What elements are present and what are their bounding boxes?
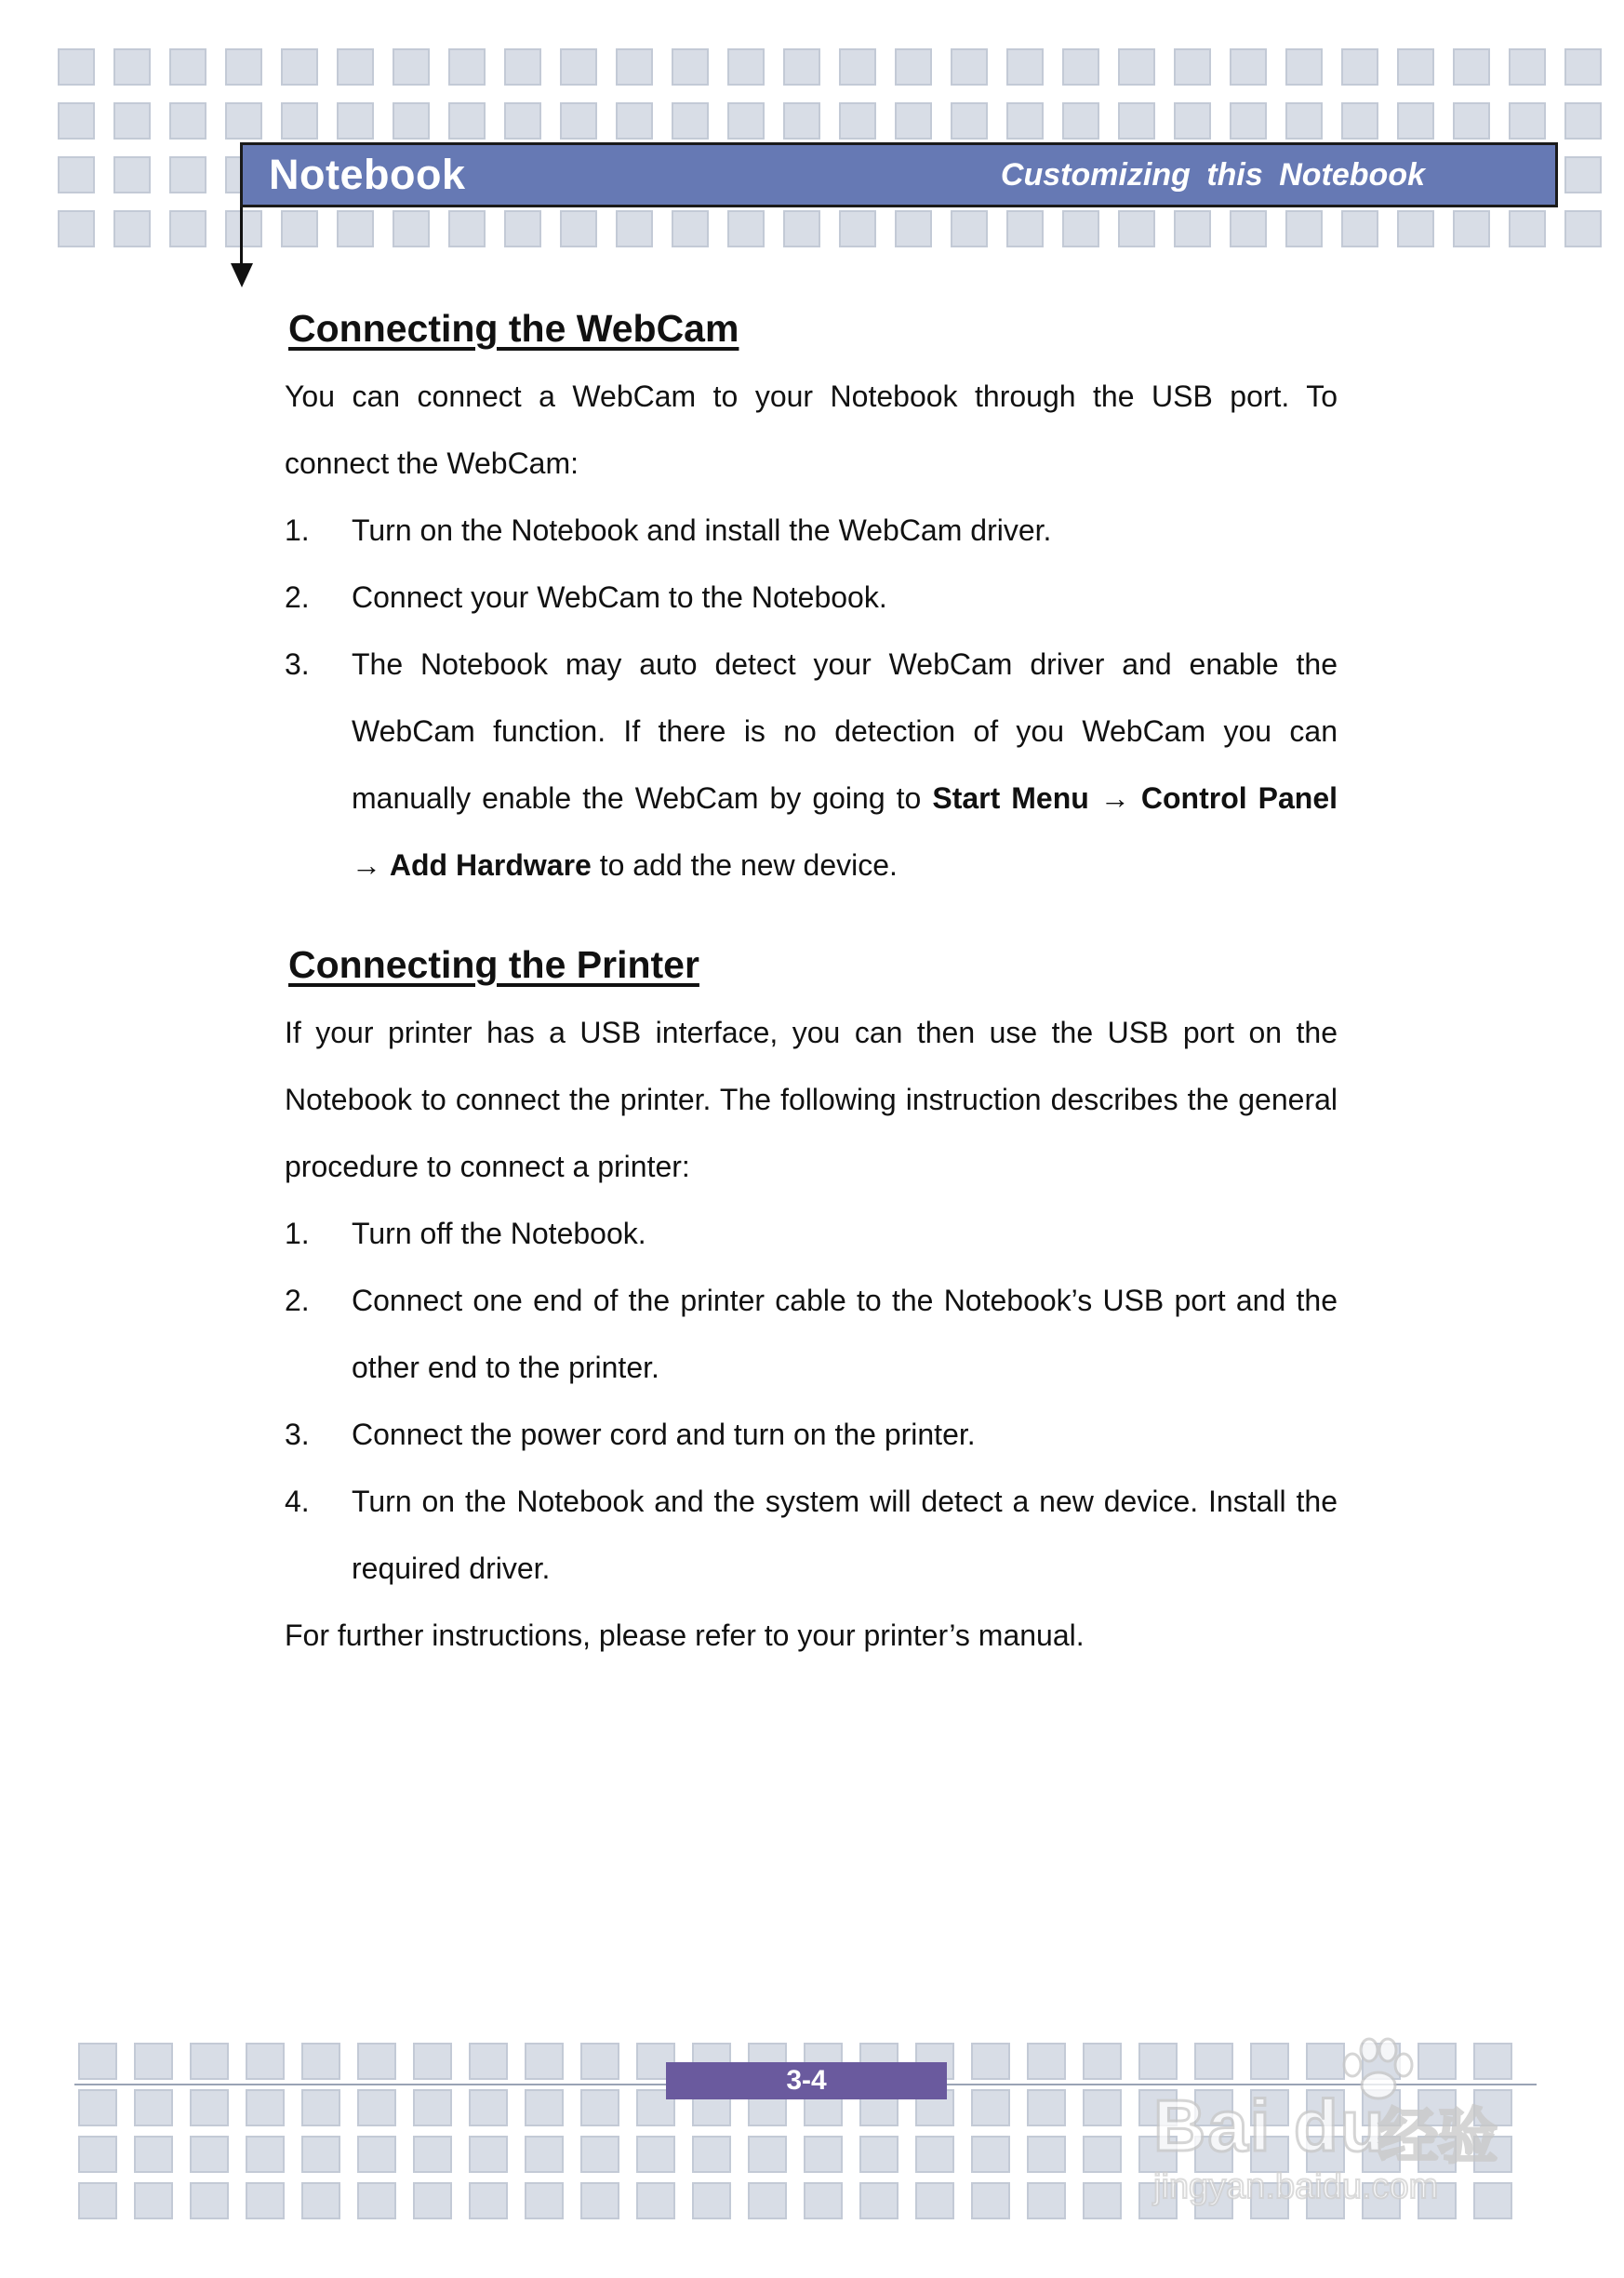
- grid-square: [1285, 210, 1323, 247]
- grid-square: [169, 210, 206, 247]
- grid-square: [78, 2089, 117, 2126]
- grid-square: [281, 210, 318, 247]
- grid-square: [727, 210, 765, 247]
- grid-square: [525, 2136, 564, 2173]
- grid-square: [413, 2043, 452, 2080]
- grid-square: [971, 2136, 1010, 2173]
- grid-square: [190, 2136, 229, 2173]
- grid-square: [951, 102, 988, 140]
- arrow-down-icon: [231, 263, 253, 287]
- list-item: [285, 631, 1338, 899]
- grid-square: [560, 210, 597, 247]
- grid-square: [413, 2136, 452, 2173]
- grid-square: [1285, 48, 1323, 86]
- grid-square: [58, 156, 95, 193]
- grid-square: [1083, 2089, 1122, 2126]
- grid-square: [78, 2043, 117, 2080]
- grid-square: [225, 48, 262, 86]
- grid-square: [393, 48, 430, 86]
- grid-square: [413, 2089, 452, 2126]
- grid-square: [1341, 48, 1378, 86]
- grid-square: [113, 48, 151, 86]
- grid-square: [692, 2136, 731, 2173]
- control-panel-path: Control Panel: [1140, 781, 1338, 815]
- grid-square: [1174, 210, 1211, 247]
- step-number: 3.: [285, 647, 310, 681]
- step-text: Turn off the Notebook.: [352, 1217, 646, 1250]
- header-banner: [240, 142, 1558, 207]
- grid-square: [246, 2182, 285, 2219]
- webcam-section: [285, 303, 1338, 899]
- grid-square: [804, 2136, 843, 2173]
- grid-square: [1118, 48, 1155, 86]
- grid-square: [951, 48, 988, 86]
- grid-square: [525, 2182, 564, 2219]
- grid-square: [301, 2136, 340, 2173]
- grid-square: [113, 156, 151, 193]
- list-item: [285, 1200, 1338, 1267]
- grid-square: [1453, 210, 1490, 247]
- grid-square: [413, 2182, 452, 2219]
- watermark-sub: 经验: [1378, 2103, 1498, 2170]
- grid-square: [580, 2043, 619, 2080]
- grid-square: [281, 102, 318, 140]
- step-text: Connect one end of the printer cable to the Notebook’s USB port and the other end to the printer.: [352, 1284, 1338, 1384]
- grid-square: [1564, 156, 1602, 193]
- grid-square: [225, 210, 262, 247]
- page-number-badge: 3-4: [666, 2062, 947, 2099]
- grid-square: [169, 102, 206, 140]
- printer-steps: [285, 1200, 1338, 1602]
- arrow-right-icon: →: [1099, 781, 1130, 815]
- grid-square: [1341, 102, 1378, 140]
- grid-square: [504, 48, 541, 86]
- grid-square: [692, 2182, 731, 2219]
- step-number: 2.: [285, 1284, 310, 1317]
- grid-square: [1509, 48, 1546, 86]
- grid-square: [357, 2182, 396, 2219]
- grid-square: [301, 2089, 340, 2126]
- grid-square: [134, 2089, 173, 2126]
- step-number: 3.: [285, 1418, 310, 1451]
- list-item: [285, 1401, 1338, 1468]
- grid-square: [134, 2182, 173, 2219]
- webcam-heading: Connecting the WebCam: [288, 307, 739, 350]
- grid-square: [636, 2136, 675, 2173]
- grid-square: [134, 2136, 173, 2173]
- grid-square: [859, 2182, 899, 2219]
- grid-square: [113, 210, 151, 247]
- grid-square: [190, 2089, 229, 2126]
- grid-square: [616, 48, 653, 86]
- grid-square: [1083, 2136, 1122, 2173]
- grid-square: [1062, 48, 1099, 86]
- grid-square: [448, 48, 486, 86]
- grid-square: [246, 2136, 285, 2173]
- list-item: [285, 1468, 1338, 1602]
- grid-square: [1564, 210, 1602, 247]
- grid-square: [748, 2136, 787, 2173]
- grid-square: [560, 102, 597, 140]
- grid-square: [1027, 2136, 1066, 2173]
- grid-square: [448, 102, 486, 140]
- watermark-brand: Bai du: [1153, 2085, 1387, 2166]
- grid-square: [1118, 102, 1155, 140]
- list-item: [285, 497, 1338, 564]
- grid-square: [1006, 210, 1044, 247]
- printer-section: [285, 939, 1338, 1669]
- grid-square: [301, 2182, 340, 2219]
- grid-square: [58, 48, 95, 86]
- add-hardware-path: Add Hardware: [389, 848, 592, 882]
- grid-square: [337, 48, 374, 86]
- arrow-right-icon: →: [352, 848, 381, 882]
- grid-square: [1453, 48, 1490, 86]
- grid-square: [469, 2182, 508, 2219]
- step-text-part: to add the new device.: [591, 848, 898, 882]
- step-text: Turn on the Notebook and the system will detect a new device. Install the required driver.: [352, 1485, 1338, 1585]
- grid-square: [839, 102, 876, 140]
- grid-square: [1027, 2043, 1066, 2080]
- grid-square: [1341, 210, 1378, 247]
- watermark-url: jingyan.baidu.com: [1153, 2167, 1439, 2206]
- grid-square: [915, 2136, 954, 2173]
- printer-closing: For further instructions, please refer to your printer’s manual.: [285, 1619, 1085, 1652]
- grid-square: [1062, 102, 1099, 140]
- grid-square: [469, 2089, 508, 2126]
- start-menu-path: Start Menu: [932, 781, 1089, 815]
- header-title: Notebook: [269, 151, 466, 198]
- grid-square: [1564, 102, 1602, 140]
- header-section-title: Customizing this Notebook: [1000, 156, 1425, 193]
- grid-square: [580, 2182, 619, 2219]
- grid-square: [393, 210, 430, 247]
- grid-square: [169, 156, 206, 193]
- step-text: Turn on the Notebook and install the WebCam driver.: [352, 513, 1052, 547]
- grid-square: [504, 210, 541, 247]
- grid-square: [1174, 102, 1211, 140]
- step-number: 1.: [285, 1217, 310, 1250]
- grid-square: [357, 2089, 396, 2126]
- grid-square: [1397, 210, 1434, 247]
- baidu-watermark: [1153, 2037, 1544, 2214]
- grid-square: [951, 210, 988, 247]
- grid-square: [672, 48, 709, 86]
- grid-square: [469, 2136, 508, 2173]
- grid-square: [971, 2089, 1010, 2126]
- grid-square: [1509, 210, 1546, 247]
- grid-square: [1027, 2089, 1066, 2126]
- grid-square: [971, 2182, 1010, 2219]
- step-number: 2.: [285, 580, 310, 614]
- grid-square: [783, 210, 820, 247]
- grid-square: [1453, 102, 1490, 140]
- grid-square: [560, 48, 597, 86]
- grid-square: [895, 210, 932, 247]
- grid-square: [804, 2182, 843, 2219]
- grid-square: [58, 210, 95, 247]
- grid-square: [1006, 48, 1044, 86]
- grid-square: [357, 2136, 396, 2173]
- grid-square: [134, 2043, 173, 2080]
- printer-intro: If your printer has a USB interface, you can then use the USB port on the Notebook to connect the printer. The following instruction describes the general procedure to connect a printer:: [285, 1016, 1338, 1183]
- grid-square: [337, 210, 374, 247]
- grid-square: [859, 2136, 899, 2173]
- grid-square: [895, 48, 932, 86]
- grid-square: [1027, 2182, 1066, 2219]
- grid-square: [1285, 102, 1323, 140]
- grid-square: [58, 102, 95, 140]
- grid-square: [225, 102, 262, 140]
- step-text-part: The Notebook may auto detect your WebCam driver and enable the WebCam function. If there is no detection of you WebCam you can manually enable the WebCam by going to: [352, 647, 1338, 815]
- step-text: Connect the power cord and turn on the printer.: [352, 1418, 976, 1451]
- grid-square: [727, 102, 765, 140]
- list-item: [285, 564, 1338, 631]
- grid-square: [727, 48, 765, 86]
- grid-square: [839, 48, 876, 86]
- grid-square: [357, 2043, 396, 2080]
- grid-square: [971, 2043, 1010, 2080]
- grid-square: [895, 102, 932, 140]
- grid-square: [169, 48, 206, 86]
- grid-square: [1118, 210, 1155, 247]
- grid-square: [748, 2182, 787, 2219]
- grid-square: [1083, 2043, 1122, 2080]
- grid-square: [1564, 48, 1602, 86]
- grid-square: [636, 2182, 675, 2219]
- step-number: 1.: [285, 513, 310, 547]
- webcam-steps: [285, 497, 1338, 899]
- grid-square: [783, 48, 820, 86]
- grid-square: [525, 2089, 564, 2126]
- grid-square: [1397, 48, 1434, 86]
- grid-square: [672, 102, 709, 140]
- grid-square: [1509, 102, 1546, 140]
- grid-square: [246, 2089, 285, 2126]
- grid-square: [190, 2043, 229, 2080]
- grid-square: [783, 102, 820, 140]
- grid-square: [839, 210, 876, 247]
- grid-square: [337, 102, 374, 140]
- step-text: Connect your WebCam to the Notebook.: [352, 580, 887, 614]
- grid-square: [504, 102, 541, 140]
- step-number: 4.: [285, 1485, 310, 1518]
- grid-square: [1230, 210, 1267, 247]
- grid-square: [1083, 2182, 1122, 2219]
- grid-square: [246, 2043, 285, 2080]
- list-item: [285, 1267, 1338, 1401]
- arrow-down-icon-line: [240, 207, 243, 263]
- grid-square: [1006, 102, 1044, 140]
- grid-square: [1397, 102, 1434, 140]
- grid-square: [525, 2043, 564, 2080]
- webcam-intro: You can connect a WebCam to your Notebook through the USB port. To connect the WebCam:: [285, 380, 1338, 480]
- grid-square: [113, 102, 151, 140]
- grid-square: [393, 102, 430, 140]
- grid-square: [1230, 102, 1267, 140]
- grid-square: [1174, 48, 1211, 86]
- grid-square: [78, 2182, 117, 2219]
- grid-square: [616, 210, 653, 247]
- printer-heading: Connecting the Printer: [288, 943, 699, 986]
- grid-square: [448, 210, 486, 247]
- grid-square: [672, 210, 709, 247]
- grid-square: [469, 2043, 508, 2080]
- grid-square: [78, 2136, 117, 2173]
- step-text: [352, 631, 1338, 899]
- grid-square: [580, 2089, 619, 2126]
- grid-square: [301, 2043, 340, 2080]
- grid-square: [616, 102, 653, 140]
- grid-square: [1230, 48, 1267, 86]
- grid-square: [1062, 210, 1099, 247]
- grid-square: [915, 2182, 954, 2219]
- grid-square: [190, 2182, 229, 2219]
- grid-square: [281, 48, 318, 86]
- grid-square: [580, 2136, 619, 2173]
